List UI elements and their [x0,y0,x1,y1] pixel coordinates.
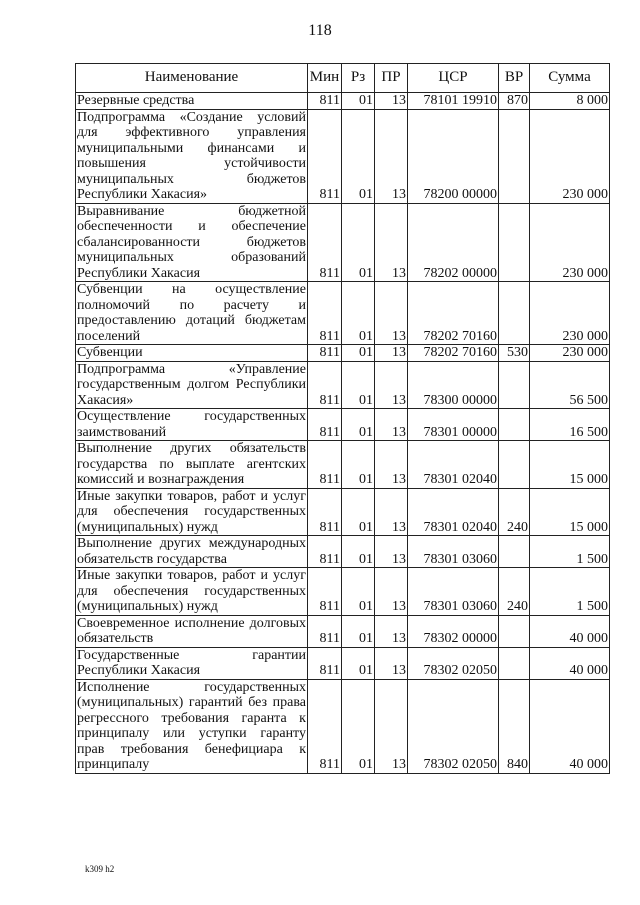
cell-pr: 13 [375,536,408,568]
cell-csr: 78302 02050 [408,679,499,773]
cell-sum: 1 500 [530,536,610,568]
table-row [76,409,610,441]
table-row [76,441,610,489]
header-csr: ЦСР [408,64,499,93]
table-body [76,93,610,774]
cell-vr: 240 [499,488,530,536]
cell-rz: 01 [342,409,375,441]
cell-rz: 01 [342,203,375,282]
cell-min: 811 [308,282,342,345]
cell-min: 811 [308,409,342,441]
cell-rz: 01 [342,441,375,489]
table-header-row [76,64,610,93]
table-row [76,488,610,536]
table-row [76,93,610,110]
cell-pr: 13 [375,488,408,536]
cell-rz: 01 [342,615,375,647]
cell-sum: 16 500 [530,409,610,441]
cell-sum: 15 000 [530,488,610,536]
cell-name: Подпрограмма «Создание условий для эффективного управления муниципальными финансами и повышения устойчивости муниципальных бюджетов Республики Хакасия» [77,109,306,202]
cell-sum: 56 500 [530,361,610,409]
cell-min: 811 [308,647,342,679]
cell-min: 811 [308,568,342,616]
cell-vr: 870 [499,93,530,110]
table-row [76,679,610,773]
cell-min: 811 [308,361,342,409]
cell-vr [499,647,530,679]
table-row [76,203,610,282]
cell-min: 811 [308,441,342,489]
table-row [76,361,610,409]
cell-rz: 01 [342,93,375,110]
cell-csr: 78302 00000 [408,615,499,647]
cell-csr: 78202 70160 [408,282,499,345]
cell-csr: 78301 02040 [408,488,499,536]
cell-vr [499,203,530,282]
cell-vr: 240 [499,568,530,616]
cell-pr: 13 [375,109,408,203]
cell-csr: 78301 02040 [408,441,499,489]
cell-vr [499,361,530,409]
cell-rz: 01 [342,488,375,536]
header-pr: ПР [375,64,408,93]
cell-csr: 78302 02050 [408,647,499,679]
cell-name: Осуществление государственных заимствований [77,409,306,440]
cell-sum: 40 000 [530,679,610,773]
cell-sum: 15 000 [530,441,610,489]
cell-name: Иные закупки товаров, работ и услуг для обеспечения государственных (муниципальных) нужд [77,488,306,535]
cell-sum: 230 000 [530,345,610,362]
cell-sum: 230 000 [530,282,610,345]
cell-sum: 40 000 [530,615,610,647]
cell-rz: 01 [342,361,375,409]
cell-name: Субвенции [76,345,308,362]
cell-vr [499,109,530,203]
cell-vr [499,536,530,568]
table-row [76,345,610,362]
cell-name: Выполнение других обязательств государства по выплате агентских комиссий и вознаграждения [77,441,306,487]
cell-rz: 01 [342,568,375,616]
cell-rz: 01 [342,345,375,362]
cell-vr [499,282,530,345]
header-min: Мин [308,64,342,93]
cell-rz: 01 [342,109,375,203]
table-row [76,109,610,203]
cell-pr: 13 [375,568,408,616]
cell-name: Субвенции на осуществление полномочий по расчету и предоставлению дотаций бюджетам поселений [77,282,306,344]
cell-min: 811 [308,345,342,362]
cell-rz: 01 [342,536,375,568]
cell-rz: 01 [342,282,375,345]
cell-vr [499,409,530,441]
cell-sum: 230 000 [530,203,610,282]
cell-csr: 78202 70160 [408,345,499,362]
cell-csr: 78301 00000 [408,409,499,441]
cell-pr: 13 [375,409,408,441]
header-name: Наименование [76,64,308,93]
cell-csr: 78301 03060 [408,536,499,568]
cell-pr: 13 [375,203,408,282]
cell-name: Выравнивание бюджетной обеспеченности и обеспечение сбалансированности бюджетов муниципальных образований Республики Хакасия [77,203,306,281]
cell-pr: 13 [375,679,408,773]
cell-csr: 78301 03060 [408,568,499,616]
cell-vr: 840 [499,679,530,773]
cell-name: Подпрограмма «Управление государственным долгом Республики Хакасия» [77,361,306,408]
cell-sum: 230 000 [530,109,610,203]
cell-name: Исполнение государственных (муниципальных) гарантий без права регрессного требования гаранта к принципалу или уступки гаранту прав требования бенефициара к принципалу [77,679,306,772]
header-sum: Сумма [530,64,610,93]
cell-pr: 13 [375,441,408,489]
cell-pr: 13 [375,361,408,409]
header-rz: Рз [342,64,375,93]
cell-csr: 78300 00000 [408,361,499,409]
cell-rz: 01 [342,679,375,773]
cell-vr [499,615,530,647]
cell-min: 811 [308,679,342,773]
budget-table [75,63,610,774]
cell-min: 811 [308,109,342,203]
cell-name: Резервные средства [76,93,308,110]
header-vr: ВР [499,64,530,93]
footer-code: k309 h2 [85,864,115,874]
cell-vr: 530 [499,345,530,362]
cell-csr: 78101 19910 [408,93,499,110]
cell-name: Своевременное исполнение долговых обязательств [77,615,306,646]
cell-vr [499,441,530,489]
cell-min: 811 [308,203,342,282]
table-row [76,568,610,616]
cell-pr: 13 [375,93,408,110]
cell-rz: 01 [342,647,375,679]
cell-csr: 78200 00000 [408,109,499,203]
cell-name: Государственные гарантии Республики Хакасия [77,647,306,678]
cell-sum: 8 000 [530,93,610,110]
cell-pr: 13 [375,282,408,345]
cell-name: Иные закупки товаров, работ и услуг для обеспечения государственных (муниципальных) нужд [77,568,306,614]
cell-name: Выполнение других международных обязательств государства [77,536,306,567]
cell-pr: 13 [375,615,408,647]
table-row [76,615,610,647]
cell-min: 811 [308,93,342,110]
table-row [76,647,610,679]
cell-pr: 13 [375,345,408,362]
cell-sum: 40 000 [530,647,610,679]
table-row [76,536,610,568]
cell-pr: 13 [375,647,408,679]
cell-csr: 78202 00000 [408,203,499,282]
cell-min: 811 [308,615,342,647]
cell-min: 811 [308,536,342,568]
cell-min: 811 [308,488,342,536]
cell-sum: 1 500 [530,568,610,616]
page-number: 118 [308,22,332,39]
table-row [76,282,610,345]
